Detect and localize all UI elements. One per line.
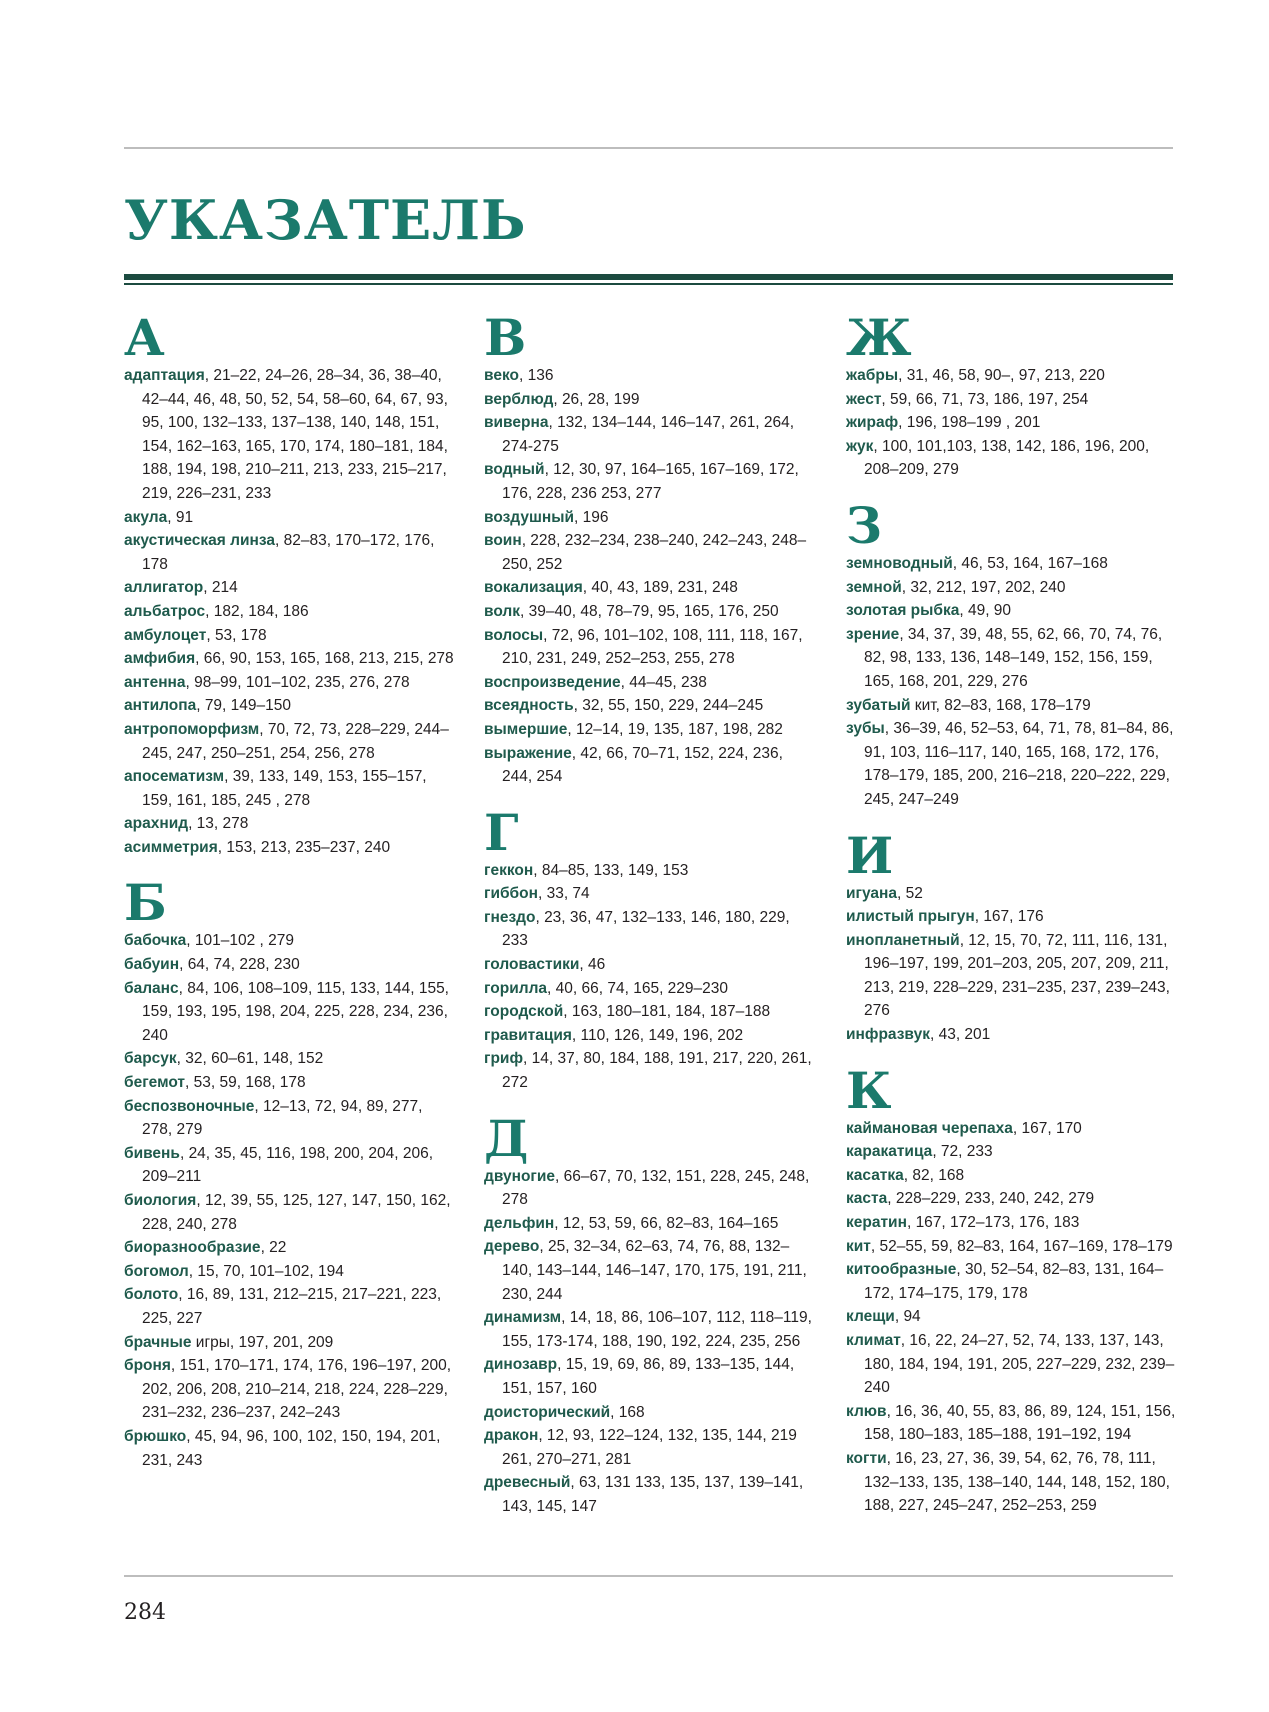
title-rule-thin <box>124 283 1173 285</box>
entry-pages: , 12, 30, 97, 164–165, 167–169, 172, 176, 228, 236 253, 277 <box>502 461 799 502</box>
index-entry <box>846 905 1176 929</box>
entry-term: вокализация <box>484 579 583 597</box>
entry-term: гиббон <box>484 885 538 903</box>
entry-pages: , 46 <box>579 956 606 974</box>
entry-pages: , 167, 172–173, 176, 183 <box>906 1214 1080 1232</box>
entry-pages: , 136 <box>518 367 554 384</box>
index-entry <box>124 1142 454 1189</box>
entry-term: апосематизм <box>124 768 225 786</box>
entry-term: жук <box>846 437 874 455</box>
index-entry <box>124 929 454 953</box>
entry-term: китообразные <box>846 1261 957 1279</box>
entry-pages: , 23, 36, 47, 132–133, 146, 180, 229, 233 <box>502 908 790 950</box>
index-entry <box>846 435 1176 482</box>
entry-term: арахнид <box>124 815 189 833</box>
title-rule-thick <box>124 274 1173 280</box>
entry-pages: игры, 197, 201, 209 <box>191 1333 334 1351</box>
index-entry <box>846 1164 1176 1188</box>
index-entry <box>846 552 1176 576</box>
entry-pages: , 70, 72, 73, 228–229, 244–245, 247, 250–251, 254, 256, 278 <box>142 720 449 762</box>
index-entry <box>124 812 454 836</box>
entry-pages: , 153, 213, 235–237, 240 <box>217 838 391 856</box>
index-entry <box>846 1400 1176 1447</box>
index-entry <box>484 1000 814 1024</box>
index-entry <box>484 859 814 883</box>
entry-pages: , 53, 178 <box>206 626 267 644</box>
index-entry <box>846 576 1176 600</box>
entry-pages: , 12, 15, 70, 72, 111, 116, 131, 196–197, 199, 201–203, 205, 207, 209, 211, 213, 219, 228–229, 231–235, 237, 239–243, 276 <box>864 931 1170 1020</box>
index-entry <box>484 694 814 718</box>
index-entry <box>484 906 814 953</box>
entry-term: дракон <box>484 1427 539 1445</box>
entry-term: волосы <box>484 626 544 644</box>
index-entry <box>484 411 814 458</box>
section-letter: Г <box>484 802 519 862</box>
index-entry <box>124 529 454 576</box>
entry-pages: , 52–55, 59, 82–83, 164, 167–169, 178–179 <box>870 1237 1173 1255</box>
index-entry <box>484 1353 814 1400</box>
entry-pages: , 167, 176 <box>974 908 1044 926</box>
entry-pages: , 12, 93, 122–124, 132, 135, 144, 219 261, 270–271, 281 <box>502 1427 797 1468</box>
entry-term: гнездо <box>484 908 536 926</box>
entry-term: волк <box>484 602 521 620</box>
entry-pages: , 66, 90, 153, 165, 168, 213, 215, 278 <box>195 650 454 668</box>
entry-pages: , 167, 170 <box>1012 1119 1082 1137</box>
index-entry <box>846 694 1176 718</box>
index-entry <box>124 953 454 977</box>
index-entry <box>484 882 814 906</box>
index-entry <box>484 1424 814 1471</box>
entry-term: динозавр <box>484 1356 558 1374</box>
entry-pages: , 15, 70, 101–102, 194 <box>188 1262 344 1280</box>
entry-pages: , 214 <box>203 579 238 597</box>
entry-term: жест <box>846 390 882 408</box>
entry-term: брачные <box>124 1333 192 1351</box>
page-title: УКАЗАТЕЛЬ <box>124 188 527 252</box>
entry-term: земной <box>846 578 902 596</box>
entry-term: кератин <box>846 1214 907 1232</box>
index-entry <box>846 388 1176 412</box>
top-rule <box>124 147 1173 149</box>
entry-pages: , 12–14, 19, 135, 187, 198, 282 <box>567 720 783 738</box>
entry-pages: , 91 <box>167 508 194 526</box>
index-entry <box>484 1306 814 1353</box>
index-entry <box>846 364 1176 388</box>
entry-term: бивень <box>124 1144 180 1162</box>
entry-pages: , 39, 133, 149, 153, 155–157, 159, 161, 185, 245 , 278 <box>142 768 427 809</box>
entry-pages: , 13, 278 <box>188 815 249 833</box>
section-letter: Ж <box>846 308 912 367</box>
entry-pages: , 16, 89, 131, 212–215, 217–221, 223, 225, 227 <box>142 1286 442 1327</box>
section-letter: К <box>846 1060 892 1120</box>
index-entry <box>484 624 814 671</box>
entry-term: геккон <box>484 861 534 879</box>
entry-term: аллигатор <box>124 579 204 597</box>
index-entry <box>124 1331 454 1355</box>
entry-term: асимметрия <box>124 838 218 856</box>
index-entry <box>124 1260 454 1284</box>
entry-term: антилопа <box>124 697 197 715</box>
index-entry <box>846 1258 1176 1305</box>
entry-pages: , 84, 106, 108–109, 115, 133, 144, 155, 159, 193, 195, 198, 204, 225, 228, 234, 236, 240 <box>142 979 449 1044</box>
entry-term: жабры <box>846 367 899 384</box>
index-entry <box>124 1047 454 1071</box>
index-entry <box>124 624 454 648</box>
entry-pages: , 72, 96, 101–102, 108, 111, 118, 167, 210, 231, 249, 252–253, 255, 278 <box>502 626 803 668</box>
entry-term: водный <box>484 461 545 479</box>
entry-pages: , 32, 60–61, 148, 152 <box>176 1050 324 1068</box>
entry-term: акула <box>124 508 168 526</box>
entry-pages: , 53, 59, 168, 178 <box>185 1074 306 1092</box>
entry-pages: , 31, 46, 58, 90–, 97, 213, 220 <box>898 367 1105 384</box>
entry-pages: , 59, 66, 71, 73, 186, 197, 254 <box>881 390 1089 408</box>
index-entry <box>846 411 1176 435</box>
index-entry <box>124 1189 454 1236</box>
entry-term: игуана <box>846 884 898 902</box>
entry-pages: , 30, 52–54, 82–83, 131, 164–172, 174–175, 179, 178 <box>864 1261 1164 1302</box>
index-entry <box>124 1236 454 1260</box>
entry-pages: , 21–22, 24–26, 28–34, 36, 38–40, 42–44, 46, 48, 50, 52, 54, 58–60, 64, 67, 93, 95, 100, 132–133, 137–138, 140, 148, 151, 154, 162–163, 165, 170, 174, 180–181, 184, 188, 194, 198, 210–211, 213, 233, 215–217, 219, 226–231, 233 <box>142 367 448 502</box>
entry-term: дерево <box>484 1238 540 1256</box>
page-number: 284 <box>124 1600 166 1625</box>
entry-term: дельфин <box>484 1214 555 1232</box>
entry-term: болото <box>124 1286 179 1304</box>
entry-term: биоразнообразие <box>124 1239 261 1257</box>
entry-term: городской <box>484 1003 564 1021</box>
index-entry <box>484 1165 814 1212</box>
entry-term: земноводный <box>846 554 953 572</box>
entry-pages: , 63, 131 133, 135, 137, 139–141, 143, 145, 147 <box>502 1474 804 1515</box>
bottom-rule <box>124 1575 1173 1577</box>
index-entry <box>124 506 454 530</box>
index-entry <box>124 977 454 1048</box>
section-letter: И <box>846 825 894 885</box>
entry-pages: , 12, 39, 55, 125, 127, 147, 150, 162, 228, 240, 278 <box>142 1192 451 1233</box>
index-section <box>124 875 454 1472</box>
entry-term: динамизм <box>484 1309 562 1327</box>
index-entry <box>846 1117 1176 1141</box>
entry-pages: , 36–39, 46, 52–53, 64, 71, 78, 81–84, 86, 91, 103, 116–117, 140, 165, 168, 172, 176, 178–179, 185, 200, 216–218, 220–222, 229, 245, 247–249 <box>864 720 1174 808</box>
index-section <box>846 1060 1176 1518</box>
entry-pages: , 32, 212, 197, 202, 240 <box>901 578 1066 596</box>
entry-term: бабуин <box>124 956 180 974</box>
entry-term: брюшко <box>124 1427 187 1445</box>
index-entry <box>124 718 454 765</box>
entry-pages: , 132, 134–144, 146–147, 261, 264, 274-275 <box>502 414 795 455</box>
entry-term: древесный <box>484 1474 571 1492</box>
index-entry <box>484 364 814 388</box>
index-entry <box>846 623 1176 694</box>
index-entry <box>846 717 1176 811</box>
entry-pages: , 52 <box>897 884 923 902</box>
entry-pages: , 110, 126, 149, 196, 202 <box>571 1026 744 1044</box>
entry-term: каракатица <box>846 1143 933 1161</box>
index-section <box>124 310 454 859</box>
entry-term: горилла <box>484 979 548 997</box>
index-entry <box>124 1354 454 1425</box>
entry-pages: , 33, 74 <box>537 885 590 903</box>
entry-pages: , 22 <box>260 1239 287 1257</box>
entry-term: бабочка <box>124 932 187 950</box>
index-entry <box>124 647 454 671</box>
entry-term: зубатый <box>846 696 911 714</box>
index-entry <box>484 506 814 530</box>
index-entry <box>484 600 814 624</box>
index-entry <box>124 1071 454 1095</box>
entry-pages: , 182, 184, 186 <box>205 602 309 620</box>
index-entry <box>484 1235 814 1306</box>
index-entry <box>124 600 454 624</box>
index-entry <box>484 1401 814 1425</box>
entry-term: верблюд <box>484 390 554 408</box>
entry-term: беспозвоночные <box>124 1097 255 1115</box>
entry-pages: , 12, 53, 59, 66, 82–83, 164–165 <box>554 1214 779 1232</box>
entry-pages: , 72, 233 <box>932 1143 993 1161</box>
entry-term: богомол <box>124 1262 189 1280</box>
entry-term: каста <box>846 1190 888 1208</box>
entry-pages: , 196 <box>574 508 609 526</box>
entry-term: акустическая линза <box>124 532 275 550</box>
index-entry <box>484 742 814 789</box>
entry-pages: , 49, 90 <box>959 602 1012 620</box>
index-section <box>484 802 814 1095</box>
entry-term: гравитация <box>484 1026 572 1044</box>
section-letter: Д <box>484 1108 529 1168</box>
index-entry <box>124 364 454 506</box>
index-section <box>846 495 1176 812</box>
index-entry <box>124 1095 454 1142</box>
entry-pages: , 14, 18, 86, 106–107, 112, 118–119, 155, 173-174, 188, 190, 192, 224, 235, 256 <box>502 1309 812 1350</box>
entry-term: адаптация <box>124 367 205 384</box>
entry-term: веко <box>484 367 519 384</box>
entry-term: виверна <box>484 414 549 432</box>
entry-term: головастики <box>484 956 580 974</box>
index-entry <box>484 576 814 600</box>
entry-pages: , 15, 19, 69, 86, 89, 133–135, 144, 151, 157, 160 <box>502 1356 795 1397</box>
index-entry <box>124 1425 454 1472</box>
index-entry <box>484 977 814 1001</box>
entry-pages: , 40, 66, 74, 165, 229–230 <box>547 979 729 997</box>
entry-pages: , 42, 66, 70–71, 152, 224, 236, 244, 254 <box>502 744 783 786</box>
entry-pages: , 98–99, 101–102, 235, 276, 278 <box>185 673 410 691</box>
entry-term: амфибия <box>124 650 196 668</box>
entry-term: альбатрос <box>124 602 206 620</box>
index-column-2 <box>484 310 814 1535</box>
entry-term: золотая рыбка <box>846 602 960 620</box>
index-entry <box>484 671 814 695</box>
index-entry <box>484 953 814 977</box>
index-entry <box>124 1283 454 1330</box>
entry-pages: , 79, 149–150 <box>196 697 292 715</box>
index-entry <box>124 836 454 860</box>
index-entry <box>846 1235 1176 1259</box>
index-entry <box>124 671 454 695</box>
entry-pages: , 228–229, 233, 240, 242, 279 <box>887 1190 1095 1208</box>
index-section <box>846 825 1176 1047</box>
entry-term: гриф <box>484 1050 524 1068</box>
entry-pages: , 24, 35, 45, 116, 198, 200, 204, 206, 209–211 <box>142 1144 434 1186</box>
entry-pages: , 25, 32–34, 62–63, 74, 76, 88, 132–140, 143–144, 146–147, 170, 175, 191, 211, 230, 244 <box>502 1238 807 1303</box>
section-letter: З <box>846 495 883 555</box>
entry-pages: , 12–13, 72, 94, 89, 277, 278, 279 <box>142 1097 423 1139</box>
index-entry <box>484 529 814 576</box>
entry-term: антенна <box>124 673 186 691</box>
entry-pages: , 40, 43, 189, 231, 248 <box>582 579 738 597</box>
index-entry <box>846 599 1176 623</box>
entry-pages: , 16, 22, 24–27, 52, 74, 133, 137, 143, 180, 184, 194, 191, 205, 227–229, 232, 239–240 <box>864 1332 1175 1397</box>
entry-term: броня <box>124 1357 171 1375</box>
entry-term: амбулоцет <box>124 626 207 644</box>
index-entry <box>484 458 814 505</box>
entry-pages: , 84–85, 133, 149, 153 <box>533 861 689 879</box>
entry-pages: , 45, 94, 96, 100, 102, 150, 194, 201, 231, 243 <box>142 1427 441 1469</box>
index-entry <box>846 1023 1176 1047</box>
section-letter: Б <box>124 873 167 933</box>
entry-pages: , 66–67, 70, 132, 151, 228, 245, 248, 278 <box>502 1167 810 1209</box>
entry-term: бегемот <box>124 1074 186 1092</box>
entry-pages: , 64, 74, 228, 230 <box>179 956 300 974</box>
entry-pages: , 94 <box>894 1308 921 1326</box>
entry-term: каймановая черепаха <box>846 1119 1013 1137</box>
entry-pages: , 34, 37, 39, 48, 55, 62, 66, 70, 74, 76, 82, 98, 133, 136, 148–149, 152, 156, 159, 165, 168, 201, 229, 276 <box>864 625 1163 690</box>
index-entry <box>846 882 1176 906</box>
section-letter: А <box>124 308 165 367</box>
entry-term: биология <box>124 1192 197 1209</box>
entry-pages: , 32, 55, 150, 229, 244–245 <box>573 697 764 715</box>
index-entry <box>124 576 454 600</box>
index-entry <box>484 1212 814 1236</box>
entry-pages: , 168 <box>610 1403 645 1421</box>
entry-pages: , 196, 198–199 , 201 <box>898 414 1041 432</box>
entry-term: баланс <box>124 979 179 997</box>
index-entry <box>484 718 814 742</box>
index-entry <box>484 1471 814 1518</box>
index-section <box>846 310 1176 482</box>
entry-term: клюв <box>846 1402 887 1420</box>
entry-term: вымершие <box>484 720 568 738</box>
entry-pages: , 101–102 , 279 <box>186 932 294 950</box>
index-entry <box>846 1447 1176 1518</box>
index-section <box>484 1108 814 1519</box>
entry-term: воспроизведение <box>484 673 621 691</box>
entry-term: зубы <box>846 720 885 738</box>
entry-term: барсук <box>124 1050 177 1068</box>
entry-pages: кит, 82–83, 168, 178–179 <box>910 696 1091 714</box>
index-entry <box>846 1329 1176 1400</box>
entry-term: антропоморфизм <box>124 720 260 738</box>
index-entry <box>484 1024 814 1048</box>
entry-term: доисторический <box>484 1403 611 1421</box>
entry-pages: , 163, 180–181, 184, 187–188 <box>563 1003 771 1021</box>
index-column-3 <box>846 310 1176 1534</box>
entry-pages: , 14, 37, 80, 184, 188, 191, 217, 220, 261, 272 <box>502 1050 812 1092</box>
entry-term: когти <box>846 1449 887 1467</box>
index-entry <box>846 1305 1176 1329</box>
index-entry <box>846 929 1176 1023</box>
entry-term: илистый прыгун <box>846 908 975 926</box>
entry-pages: , 16, 23, 27, 36, 39, 54, 62, 76, 78, 111, 132–133, 135, 138–140, 144, 148, 152, 180, 188, 227, 245–247, 252–253, 259 <box>864 1449 1170 1515</box>
entry-term: клещи <box>846 1308 895 1326</box>
index-entry <box>124 694 454 718</box>
entry-term: воздушный <box>484 508 574 526</box>
entry-pages: , 46, 53, 164, 167–168 <box>952 554 1108 572</box>
entry-pages: , 16, 36, 40, 55, 83, 86, 89, 124, 151, 156, 158, 180–183, 185–188, 191–192, 194 <box>864 1402 1176 1444</box>
index-entry <box>846 1187 1176 1211</box>
entry-pages: , 100, 101,103, 138, 142, 186, 196, 200, 208–209, 279 <box>864 437 1150 479</box>
index-section <box>484 310 814 789</box>
index-entry <box>846 1211 1176 1235</box>
entry-term: всеядность <box>484 697 574 715</box>
entry-term: кит <box>846 1237 871 1255</box>
entry-pages: , 151, 170–171, 174, 176, 196–197, 200, 202, 206, 208, 210–214, 218, 224, 228–229, 231–232, 236–237, 242–243 <box>142 1357 452 1422</box>
entry-pages: , 39–40, 48, 78–79, 95, 165, 176, 250 <box>520 602 779 620</box>
section-letter: В <box>484 308 527 367</box>
entry-term: выражение <box>484 744 572 762</box>
entry-pages: , 82, 168 <box>903 1166 965 1184</box>
entry-term: инфразвук <box>846 1026 930 1044</box>
entry-term: зрение <box>846 625 900 643</box>
entry-term: жираф <box>846 414 899 432</box>
entry-term: климат <box>846 1332 901 1349</box>
entry-term: воин <box>484 532 522 550</box>
entry-pages: , 26, 28, 199 <box>553 390 640 408</box>
index-entry <box>124 765 454 812</box>
index-column-1 <box>124 310 454 1488</box>
entry-term: касатка <box>846 1166 904 1184</box>
index-entry <box>484 388 814 412</box>
entry-pages: , 44–45, 238 <box>620 673 707 691</box>
entry-pages: , 228, 232–234, 238–240, 242–243, 248–250, 252 <box>502 532 807 573</box>
entry-pages: , 43, 201 <box>929 1026 991 1044</box>
index-entry <box>846 1140 1176 1164</box>
index-entry <box>484 1047 814 1094</box>
entry-pages: , 82–83, 170–172, 176, 178 <box>142 532 435 573</box>
entry-term: двуногие <box>484 1167 556 1185</box>
entry-term: инопланетный <box>846 931 960 949</box>
